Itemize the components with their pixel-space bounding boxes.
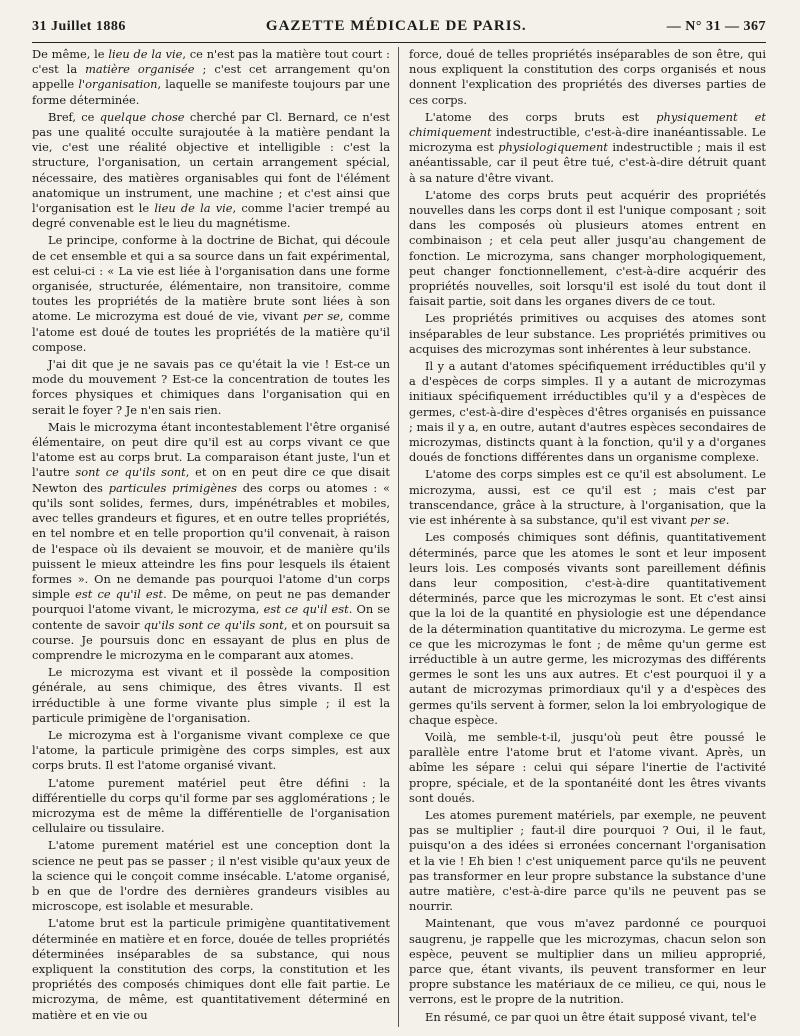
- paragraph: Les composés chimiques sont définis, quantitativement déterminés, parce que les atomes le sont et leur imposent leurs lois. Les composés vivants sont pareillement définis dans leur composition, c'est-à-dire quantitativement déterminés, parce que les microzymas le sont. Et c'est ainsi que la loi de la quantité en physiologie est une dépendance de la détermination quantitative du microzyma. Le germe est ce que les microzymas le font ; de même qu'un germe est irréductible à un autre germe, les microzymas des différents germes le sont les uns aux autres. Et c'est pourquoi il y a autant de microzymas primordiaux qu'il y a d'espèces des germes qu'ils servent à former, selon la loi embryologique de chaque espèce.: [409, 530, 766, 727]
- paragraph: L'atome brut est la particule primigène quantitativement déterminée en matière et en force, douée de telles propriétés déterminées inséparables de sa substance, qui nous expliquent la constitution des corps, la constitution et les propriétés des composés chimiques dont elle fait partie. Le microzyma, de même, est quantitativement déterminé en matière et en vie ou: [32, 916, 390, 1022]
- paragraph: Le microzyma est à l'organisme vivant complexe ce que l'atome, la particule primigène des corps simples, est aux corps bruts. Il est l'atome organisé vivant.: [32, 727, 390, 773]
- paragraph: L'atome purement matériel est une conception dont la science ne peut pas se passer ; il n'est visible qu'aux yeux de la science qui le conçoit comme insécable. L'atome organisé, b en que de l'ordre des dernières grandeurs visibles au microscope, est isolable et mesurable.: [32, 838, 390, 914]
- paragraph: Les atomes purement matériels, par exemple, ne peuvent pas se multiplier ; faut-il dire pourquoi ? Oui, il le faut, puisqu'on a des idées si erronées concernant l'organisation et la vie ! Eh bien ! c'est uniquement parce qu'ils ne peuvent pas transformer en leur propre substance la substance d'une autre matière, c'est-à-dire parce qu'ils ne peuvent pas se nourrir.: [409, 807, 766, 914]
- paragraph: L'atome des corps bruts peut acquérir des propriétés nouvelles dans les corps dont il est l'unique composant ; soit dans les composés où plusieurs atomes entrent en combinaison ; et cela peut aller jusqu'au changement de fonction. Le microzyma, sans changer morphologiquement, peut changer fonctionnellement, c'est-à-dire acquérir des propriétés nouvelles, soit lorsqu'il est isolé du tout dont il faisait partie, soit dans les organes divers de ce tout.: [409, 187, 766, 309]
- text-columns: [32, 47, 766, 1027]
- paragraph: Il y a autant d'atomes spécifiquement irréductibles qu'il y a d'espèces de corps simples. Il y a autant de microzymas initiaux spécifiquement irréductibles qu'il y a d'espèces de germes, c'est-à-dire d'espèces d'êtres organisés en puissance ; mais il y a, en outre, autant d'autres espèces secondaires de microzymas, distincts quant à la fonction, qu'il y a d'organes doués de fonctions différentes dans un organisme complexe.: [409, 359, 766, 465]
- paragraph: force, doué de telles propriétés inséparables de son être, qui nous expliquent la constitution des corps organisés et nous donnent l'explication des propriétés des diverses parties de ces corps.: [409, 47, 766, 107]
- paragraph: Le microzyma est vivant et il possède la composition générale, au sens chimique, des êtres vivants. Il est irréductible à une forme vivante plus simple ; il est la particule primigène de l'organisation.: [32, 665, 390, 725]
- paragraph: Les propriétés primitives ou acquises des atomes sont inséparables de leur substance. Les propriétés primitives ou acquises des microzymas sont inhérentes à leur substance.: [409, 311, 766, 356]
- header-date: 31 Juillet 1886: [32, 19, 126, 34]
- paragraph: L'atome des corps simples est ce qu'il est absolument. Le microzyma, aussi, est ce qu'il est ; mais c'est par transcendance, grâce à la structure, à l'organisation, que la vie est inhérente à sa substance, qu'il est vivant per se.: [409, 467, 766, 528]
- paragraph: J'ai dit que je ne savais pas ce qu'était la vie ! Est-ce un mode du mouvement ? Est-ce la concentration de toutes les forces physiques et chimiques dans l'organisation qui en serait le foyer ? Je n'en sais rien.: [32, 357, 390, 417]
- journal-title: GAZETTE MÉDICALE DE PARIS.: [265, 18, 527, 34]
- paragraph: Maintenant, que vous m'avez pardonné ce pourquoi saugrenu, je rappelle que les microzymas, chacun selon son espèce, peuvent se multiplier dans un milieu approprié, parce que, étant vivants, ils peuvent transformer en leur propre substance les matériaux de ce milieu, ce qui, nous le verrons, est le propre de la nutrition.: [409, 916, 766, 1007]
- header-rule: [32, 42, 766, 43]
- paragraph: De même, le lieu de la vie, ce n'est pas la matière tout court : c'est la matière organisée ; c'est cet arrangement qu'on appelle l'organisation, laquelle se manifeste toujours par une forme déterminée.: [32, 47, 390, 107]
- paragraph: L'atome des corps bruts est physiquement et chimiquement indestructible, c'est-à-dire inanéantissable. Le microzyma est physiologiquement indestructible ; mais il est anéantissable, car il peut être tué, c'est-à-dire détruit quant à sa nature d'être vivant.: [409, 109, 766, 185]
- page-header: [32, 18, 766, 38]
- right-column: [398, 47, 766, 1027]
- paragraph: Mais le microzyma étant incontestablement l'être organisé élémentaire, on peut dire qu'il est au corps vivant ce que l'atome est au corps brut. La comparaison étant juste, l'un et l'autre sont ce qu'ils sont, et on en peut dire ce que disait Newton des particules primigènes des corps ou atomes : « qu'ils sont solides, fermes, durs, impénétrables et mobiles, avec telles grandeurs et figures, et en outre telles propriétés, en tel nombre et en telle proportion qu'il convenait, à raison de l'espace où ils devaient se mouvoir, et de manière qu'ils puissent le mieux atteindre les fins pour lesquels ils étaient formes ». On ne demande pas pourquoi l'atome d'un corps simple est ce qu'il est. De même, on peut ne pas demander pourquoi l'atome vivant, le microzyma, est ce qu'il est. On se contente de savoir qu'ils sont ce qu'ils sont, et on poursuit sa course. Je poursuis donc en essayant de plus en plus de comprendre le microzyma en le comparant aux atomes.: [32, 419, 391, 662]
- paragraph: Le principe, conforme à la doctrine de Bichat, qui découle de cet ensemble et qui a sa source dans un fait expérimental, est celui-ci : « La vie est liée à l'organisation dans une forme organisée, structurée, élémentaire, non transitoire, comme toutes les propriétés de la matière brute sont liées à son atome. Le microzyma est doué de vie, vivant per se, comme l'atome est doué de toutes les propriétés de la matière qu'il compose.: [32, 233, 391, 354]
- paragraph: Bref, ce quelque chose cherché par Cl. Bernard, ce n'est pas une qualité occulte surajoutée à la matière pendant la vie, c'est une réalité objective et intelligible : c'est la structure, l'organisation, un certain arrangement spécial, nécessaire, des matières organisables qui font de l'élément anatomique un instrument, une machine ; et c'est ainsi que l'organisation est le lieu de la vie, comme l'acier trempé au degré convenable est le lieu du magnétisme.: [32, 109, 390, 231]
- paragraph: L'atome purement matériel peut être défini : la différentielle du corps qu'il forme par ses agglomérations ; le microzyma est de même la différentielle de l'organisation cellulaire ou tissulaire.: [32, 775, 390, 836]
- paragraph: Voilà, me semble-t-il, jusqu'où peut être poussé le parallèle entre l'atome brut et l'atome vivant. Après, un abîme les sépare : celui qui sépare l'inertie de l'activité propre, spéciale, et de la spontanéité dont les êtres vivants sont doués.: [409, 729, 766, 805]
- paragraph: En résumé, ce par quoi un être était supposé vivant, tel'e: [425, 1009, 757, 1024]
- left-column: [32, 47, 398, 1027]
- issue-page-number: — N° 31 — 367: [666, 19, 766, 34]
